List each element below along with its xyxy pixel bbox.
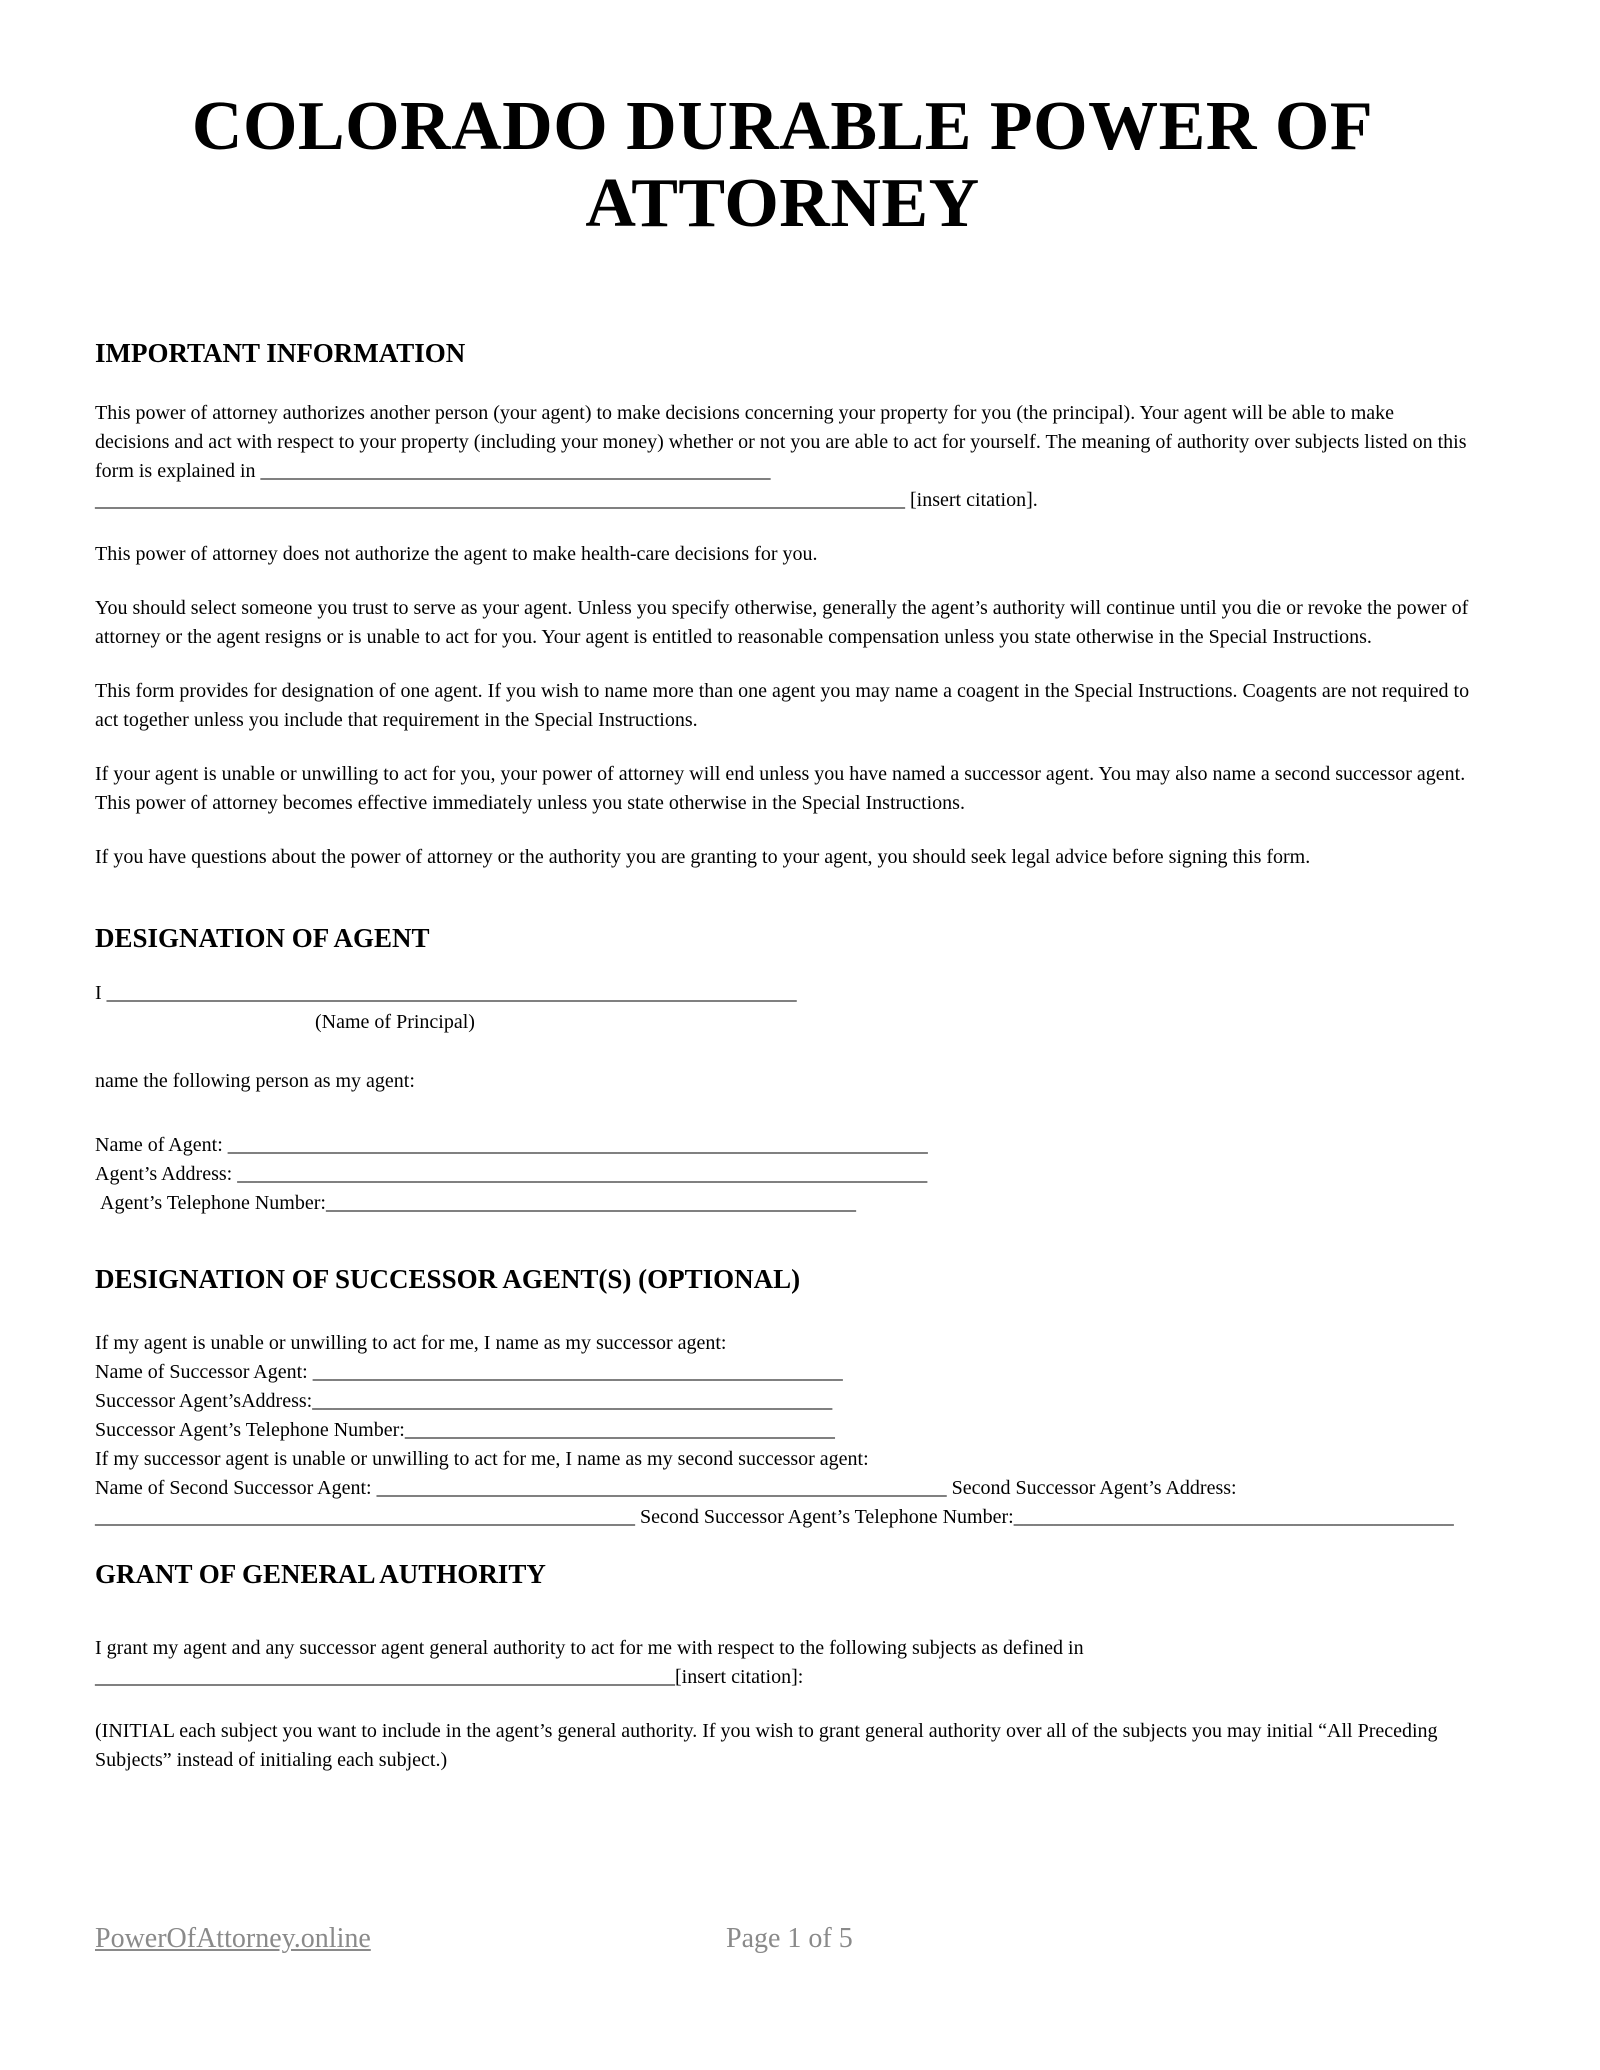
second-successor-fields-block: Name of Second Successor Agent: _________________________________________________________ Second Successor Agent’s Address: ______________________________________________________ Second Successor Agent’s Telephone Number:____________________________________________ <box>95 1477 1454 1528</box>
agent-address-blank: Agent’s Address: _____________________________________________________________________ <box>95 1163 928 1185</box>
principal-name-blank: I _____________________________________________________________________ <box>95 982 797 1004</box>
successor-agent-heading: DESIGNATION OF SUCCESSOR AGENT(S) (OPTIONAL) <box>95 1264 801 1294</box>
grant-authority-text: I grant my agent and any successor agent general authority to act for me with respect to the following subjects as defined in __________________________________________________________[insert citation]: <box>95 1637 1089 1688</box>
successor-intro-text: If my agent is unable or unwilling to act for me, I name as my successor agent: <box>95 1332 727 1354</box>
grant-authority-heading: GRANT OF GENERAL AUTHORITY <box>95 1559 546 1589</box>
section-designation-of-agent <box>95 922 1470 1218</box>
important-paragraph-coagent: This form provides for designation of one agent. If you wish to name more than one agent you may name a coagent in the Special Instructions. Coagents are not required to act together unless you include that requirement in the Special Instructions. <box>95 680 1475 731</box>
important-paragraph-authorization: This power of attorney authorizes another person (your agent) to make decisions concerning your property for you (the principal). Your agent will be able to make decisions and act with respect to your property (including your money) whether or not you are able to act for yourself. The meaning of authority over subjects listed on this form is explained in ___________________________________________________ _________________________________________________________________________________ [insert citation]. <box>95 402 1472 511</box>
agent-intro-text: name the following person as my agent: <box>95 1070 415 1092</box>
page-footer <box>0 1922 1600 1956</box>
grant-initial-instructions: (INITIAL each subject you want to include in the agent’s general authority. If you wish to grant general authority over all of the subjects you may initial “All Preceding Subjects” instead of initialing each subject.) <box>95 1720 1443 1771</box>
agent-name-blank: Name of Agent: ______________________________________________________________________ <box>95 1134 928 1156</box>
section-designation-of-successor-agent <box>95 1263 1470 1532</box>
agent-fields <box>95 1131 1470 1218</box>
important-paragraph-legal-advice: If you have questions about the power of attorney or the authority you are granting to your agent, you should seek legal advice before signing this form. <box>95 846 1311 868</box>
successor-telephone-blank: Successor Agent’s Telephone Number:___________________________________________ <box>95 1419 835 1441</box>
successor-name-blank: Name of Successor Agent: _____________________________________________________ <box>95 1361 843 1383</box>
section-important-information <box>95 337 1475 872</box>
successor-address-blank: Successor Agent’sAddress:____________________________________________________ <box>95 1390 833 1412</box>
agent-telephone-blank: Agent’s Telephone Number:_____________________________________________________ <box>95 1192 856 1214</box>
designation-of-agent-heading: DESIGNATION OF AGENT <box>95 923 430 953</box>
important-paragraph-healthcare: This power of attorney does not authorize the agent to make health-care decisions for you. <box>95 543 818 565</box>
important-paragraph-successor: If your agent is unable or unwilling to act for you, your power of attorney will end unless you have named a successor agent. You may also name a second successor agent. This power of attorney becomes effective immediately unless you state otherwise in the Special Instructions. <box>95 763 1470 814</box>
important-information-heading: IMPORTANT INFORMATION <box>95 338 466 368</box>
document-title: COLORADO DURABLE POWER OF ATTORNEY <box>191 88 1374 242</box>
site-link[interactable]: PowerOfAttorney.online <box>95 1923 371 1954</box>
section-grant-of-general-authority <box>95 1558 1470 1775</box>
page-number-label: Page 1 of 5 <box>726 1923 853 1954</box>
important-paragraph-trust: You should select someone you trust to serve as your agent. Unless you specify otherwise, generally the agent’s authority will continue until you die or revoke the power of attorney or the agent resigns or is unable to act for you. Your agent is entitled to reasonable compensation unless you state otherwise in the Special Instructions. <box>95 597 1474 648</box>
second-successor-intro-text: If my successor agent is unable or unwilling to act for me, I name as my second successor agent: <box>95 1448 869 1470</box>
principal-name-caption: (Name of Principal) <box>315 1011 475 1033</box>
